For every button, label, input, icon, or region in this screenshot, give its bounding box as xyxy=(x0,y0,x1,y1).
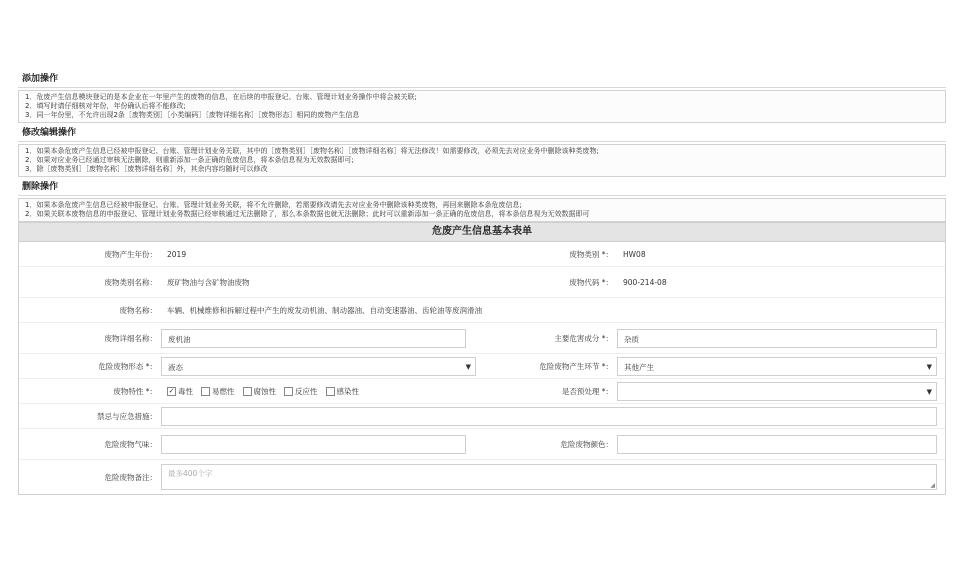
waste-form xyxy=(18,222,946,495)
page xyxy=(18,72,946,495)
form-row xyxy=(19,460,945,494)
rule-line: 2．如果对应业务已经通过审核无法删除，则重新添加一条正确的危废信息，将本条信息视为无效数据即可; xyxy=(25,156,354,164)
checkbox-icon xyxy=(326,387,335,396)
rule-line: 3．同一年份里，不允许出现2条［废物类别］［小类编码］［废物详细名称］［废物形态］相同的废物产生信息 xyxy=(25,111,360,119)
detail-name-input[interactable]: 废机油 xyxy=(161,329,466,348)
properties-group xyxy=(161,386,476,397)
chevron-down-icon: ▼ xyxy=(926,362,932,371)
add-rules xyxy=(18,90,946,123)
resize-handle-icon[interactable]: ◢ xyxy=(930,482,935,489)
checkbox-icon xyxy=(243,387,252,396)
waste-name-value: 车辆、机械维修和拆解过程中产生的废发动机油、制动器油、自动变速器油、齿轮油等废润滑油 xyxy=(167,305,482,315)
property-flammable-checkbox[interactable]: 易燃性 xyxy=(201,386,235,397)
add-section-title: 添加操作 xyxy=(18,72,946,88)
edit-rules xyxy=(18,144,946,177)
checkbox-icon xyxy=(284,387,293,396)
remark-placeholder: 最多400个字 xyxy=(168,469,213,478)
edit-section-title: 修改编辑操作 xyxy=(18,126,946,142)
property-toxic-checkbox[interactable]: ✓ 毒性 xyxy=(168,386,193,396)
emergency-label: 禁忌与应急措施： xyxy=(97,411,157,421)
odor-label: 危险废物气味： xyxy=(104,439,157,449)
code-label: 废物代码 *： xyxy=(569,277,613,287)
rule-line: 1．如果本条危废产生信息已经被申报登记、台账、管理计划业务关联，其中的［废物类别］［废物名称］［废物详细名称］将无法修改！如需要修改，必须先去对应业务中删除该种类废物; xyxy=(25,147,599,155)
year-label: 废物产生年份： xyxy=(104,249,157,259)
property-infectious-checkbox[interactable]: 感染性 xyxy=(326,386,360,397)
chevron-down-icon: ▼ xyxy=(465,362,471,371)
form-state-select[interactable] xyxy=(161,357,476,376)
category-value: HW08 xyxy=(623,249,646,259)
category-name-label: 废物类别名称： xyxy=(104,277,157,287)
pretreat-select[interactable] xyxy=(617,382,937,401)
form-state-value: 液态 xyxy=(168,362,183,372)
delete-rules xyxy=(18,198,946,222)
rule-line: 3．除［废物类别］［废物名称］［废物详细名称］外，其余内容均随时可以修改 xyxy=(25,165,268,173)
waste-name-label: 废物名称： xyxy=(119,305,157,315)
hazard-component-input[interactable]: 杂质 xyxy=(617,329,937,348)
stage-label: 危险废物产生环节 *： xyxy=(539,361,613,371)
color-input[interactable] xyxy=(617,435,937,454)
form-row xyxy=(19,298,945,323)
rule-line: 2．填写时请仔细核对年份，年份确认后将不能修改; xyxy=(25,102,186,110)
pretreat-label: 是否预处理 *： xyxy=(561,386,613,396)
form-title: 危废产生信息基本表单 xyxy=(19,223,945,242)
form-state-label: 危险废物形态 *： xyxy=(98,361,157,371)
stage-value: 其他产生 xyxy=(624,362,654,372)
category-label: 废物类别 *： xyxy=(569,249,613,259)
checkbox-checked-icon: ✓ xyxy=(168,386,175,395)
remark-label: 危险废物备注： xyxy=(104,472,157,482)
checkbox-icon xyxy=(201,387,210,396)
form-row xyxy=(19,267,945,298)
remark-textarea[interactable] xyxy=(161,464,937,490)
year-value: 2019 xyxy=(167,249,187,259)
color-label: 危险废物颜色： xyxy=(560,439,613,449)
property-reactive-checkbox[interactable]: 反应性 xyxy=(284,386,318,397)
category-name-value: 废矿物油与含矿物油废物 xyxy=(167,277,250,287)
stage-select[interactable] xyxy=(617,357,937,376)
odor-input[interactable] xyxy=(161,435,466,454)
rule-line: 2．如果关联本废物信息的申报登记、管理计划业务数据已经审核通过无法删除了，那么本条数据也就无法删除；此时可以重新添加一条正确的危废信息，将本条信息视为无效数据即可 xyxy=(25,210,590,218)
form-row xyxy=(19,429,945,460)
form-row xyxy=(19,404,945,429)
property-corrosive-checkbox[interactable]: 腐蚀性 xyxy=(243,386,277,397)
detail-name-label: 废物详细名称： xyxy=(104,333,157,343)
rule-line: 1．如果本条危废产生信息已经被申报登记、台账、管理计划业务关联，将不允许删除，若需要修改请先去对应业务中删除该种类废物，再回来删除本条危废信息; xyxy=(25,201,522,209)
properties-label: 废物特性 *： xyxy=(113,386,157,396)
code-value: 900-214-08 xyxy=(623,277,667,287)
emergency-input[interactable] xyxy=(161,407,937,426)
form-row xyxy=(19,379,945,404)
rule-line: 1．危废产生信息模块登记的是本企业在一年里产生的废物的信息，在后续的申报登记、台账、管理计划业务操作中将会被关联; xyxy=(25,93,417,101)
chevron-down-icon: ▼ xyxy=(926,387,932,396)
hazard-component-label: 主要危害成分 *： xyxy=(554,333,613,343)
delete-section-title: 删除操作 xyxy=(18,180,946,196)
form-row xyxy=(19,354,945,379)
form-row xyxy=(19,242,945,267)
form-row xyxy=(19,323,945,354)
